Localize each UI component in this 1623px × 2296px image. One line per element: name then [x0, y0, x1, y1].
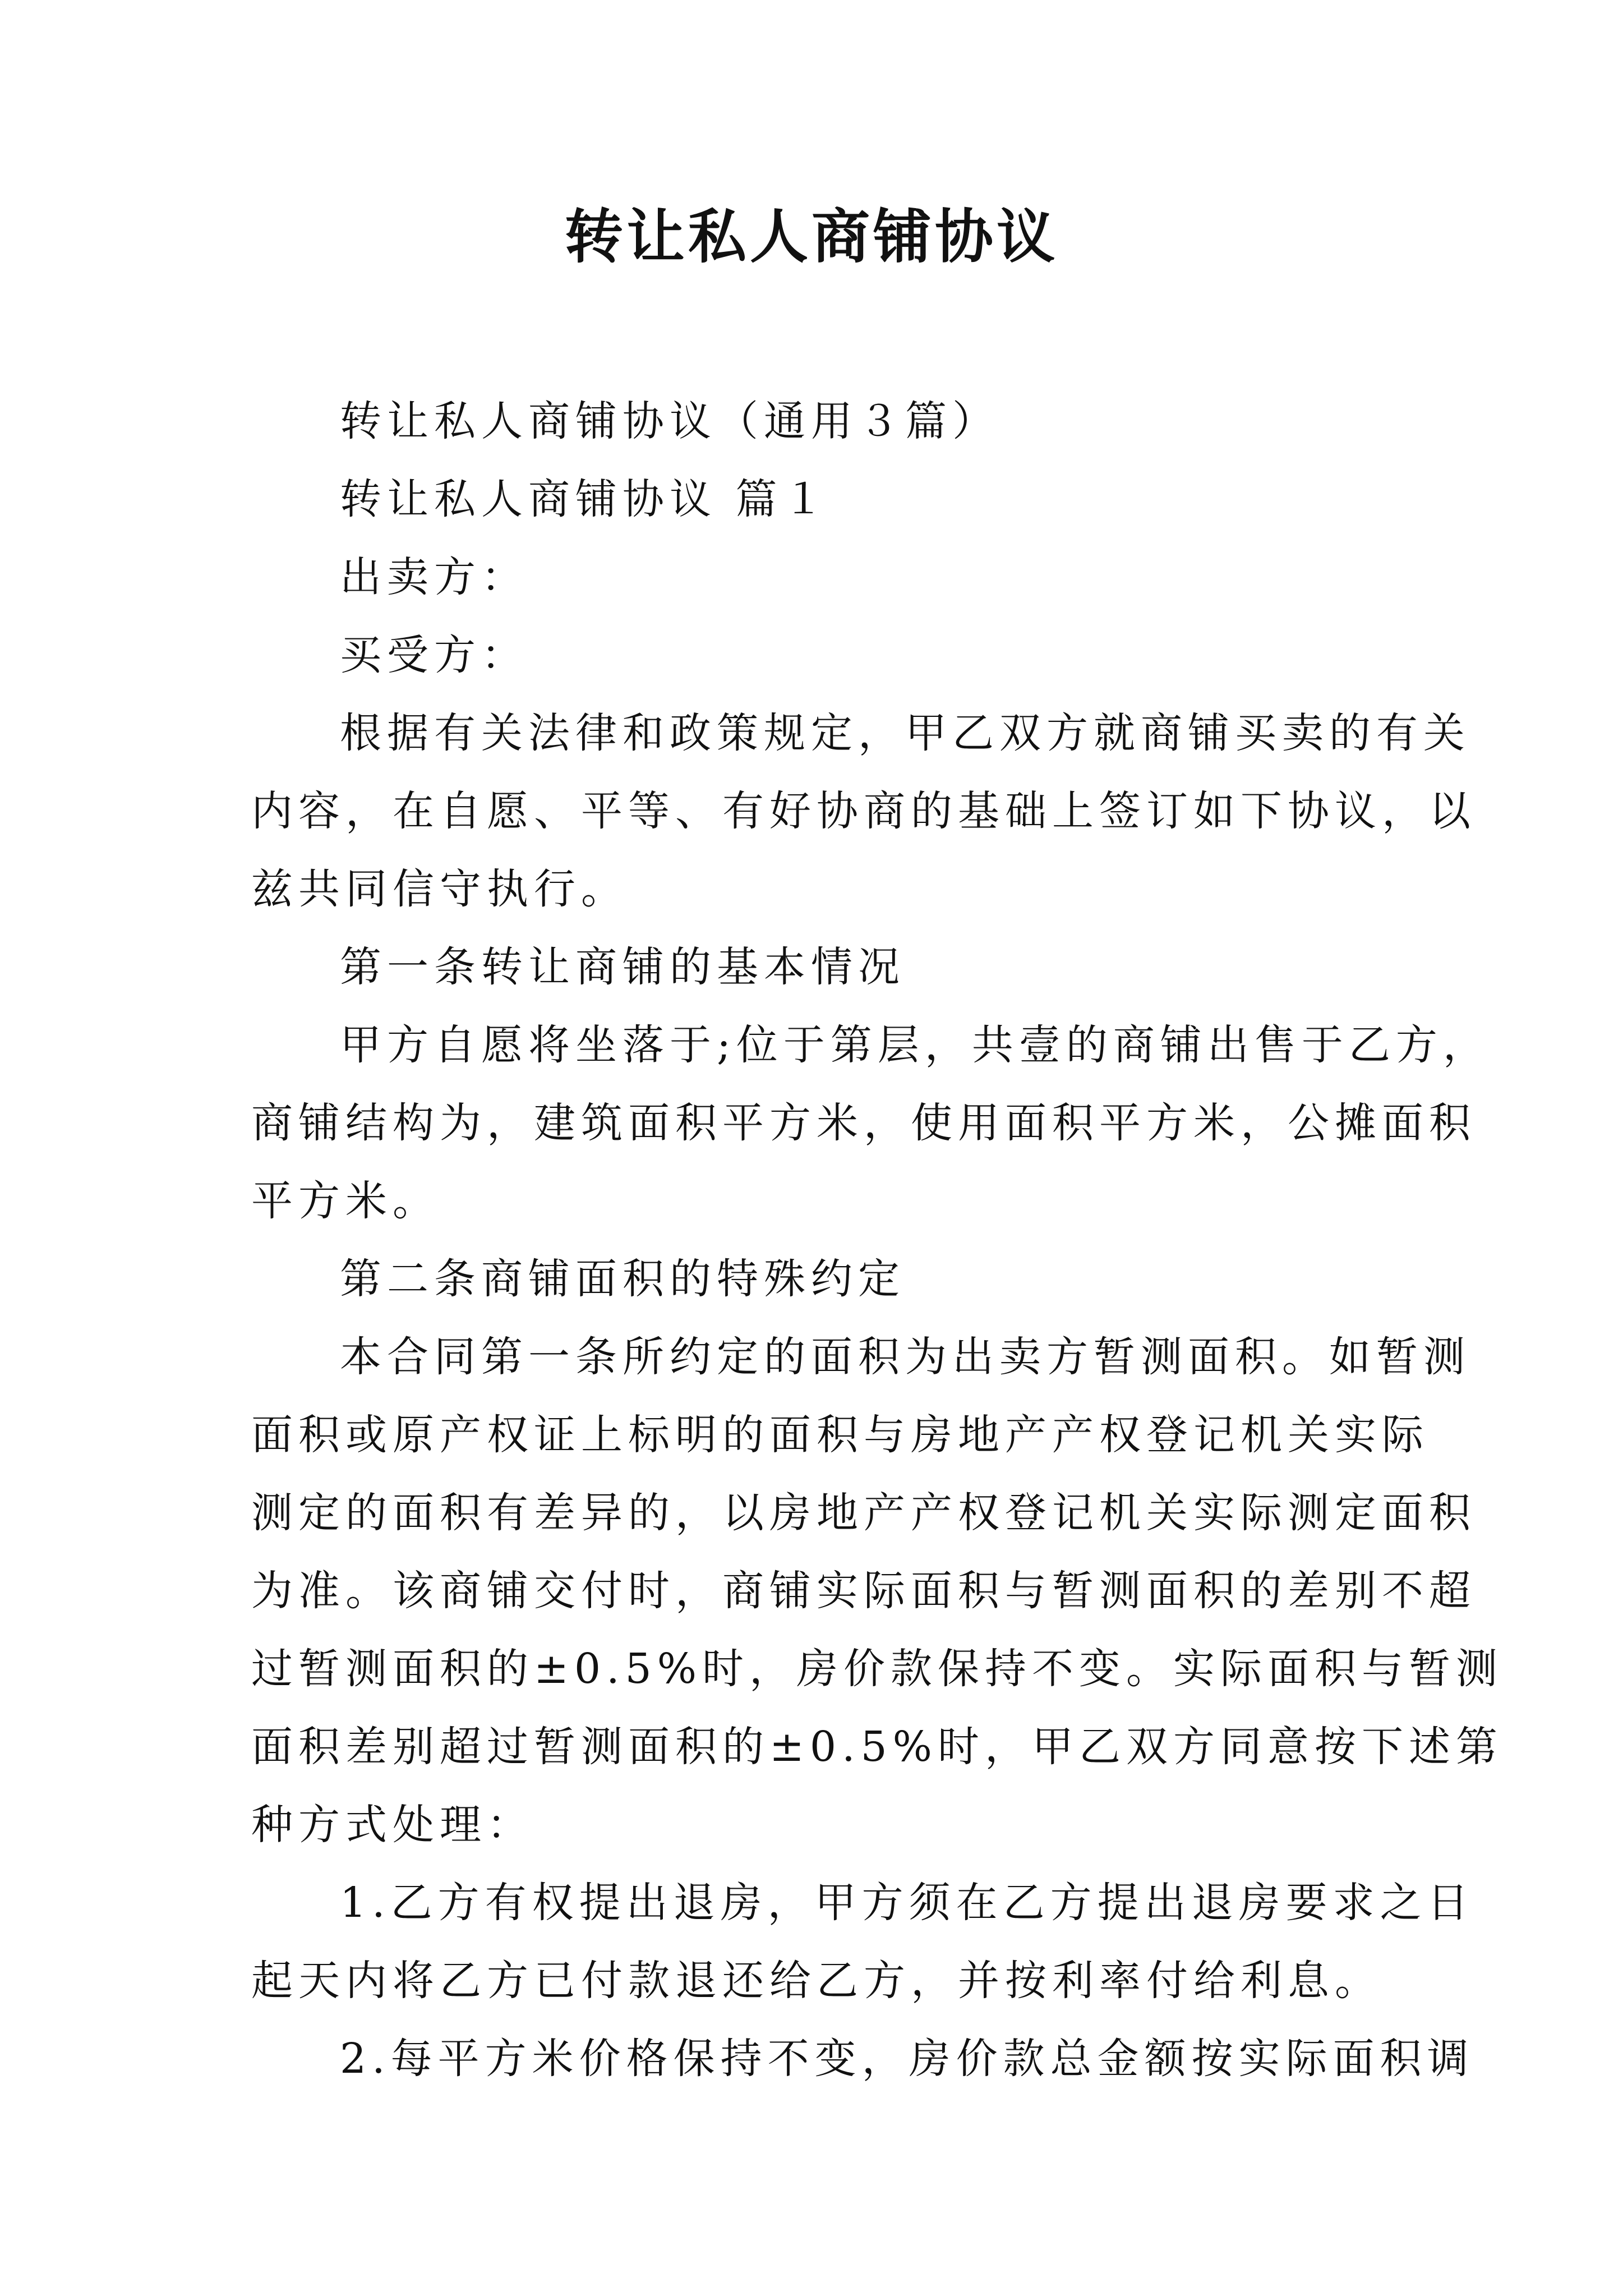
document-title: 转让私人商铺协议 — [564, 202, 1058, 271]
paragraph-article-1-body — [251, 1006, 1490, 1240]
paragraph-clause-1 — [251, 1864, 1474, 2020]
text-line: 转让私人商铺协议（通用３篇） — [340, 397, 999, 445]
text-line: 根据有关法律和政策规定，甲乙双方就商铺买卖的有关 — [340, 709, 1470, 757]
text-line: 过暂测面积的±0.5%时，房价款保持不变。实际面积与暂测 — [251, 1645, 1503, 1693]
text-line: 出卖方： — [340, 553, 528, 601]
text-line: 兹共同信守执行。 — [251, 865, 628, 913]
text-line: 本合同第一条所约定的面积为出卖方暂测面积。如暂测 — [340, 1333, 1470, 1381]
text-line: 为准。该商铺交付时，商铺实际面积与暂测面积的差别不超 — [251, 1567, 1476, 1615]
paragraph-article-1-heading — [251, 928, 1378, 1006]
paragraph-article-2-body — [251, 1318, 1503, 1864]
text-line: 1.乙方有权提出退房，甲方须在乙方提出退房要求之日 — [340, 1879, 1474, 1927]
text-line: 面积差别超过暂测面积的±0.5%时，甲乙双方同意按下述第 — [251, 1723, 1503, 1771]
text-line: 第二条商铺面积的特殊约定 — [340, 1255, 905, 1303]
text-line: 测定的面积有差异的，以房地产产权登记机关实际测定面积 — [251, 1489, 1476, 1537]
paragraph-section-heading — [251, 461, 1378, 539]
text-line: 平方米。 — [251, 1177, 440, 1225]
text-line: 起天内将乙方已付款退还给乙方，并按利率付给利息。 — [251, 1957, 1382, 2005]
text-line: 种方式处理： — [251, 1801, 534, 1849]
text-line: 买受方： — [340, 631, 528, 679]
paragraph-article-2-heading — [251, 1240, 1378, 1318]
paragraph-clause-2 — [251, 2020, 1474, 2098]
text-line: 内容，在自愿、平等、有好协商的基础上签订如下协议，以 — [251, 787, 1476, 835]
paragraph-seller — [251, 539, 1378, 616]
text-line: 商铺结构为，建筑面积平方米，使用面积平方米，公摊面积 — [251, 1099, 1476, 1147]
text-line: 面积或原产权证上标明的面积与房地产产权登记机关实际 — [251, 1411, 1429, 1459]
text-line: 甲方自愿将坐落于;位于第层，共壹的商铺出售于乙方， — [340, 1021, 1490, 1069]
text-line: 2.每平方米价格保持不变，房价款总金额按实际面积调 — [340, 2035, 1474, 2083]
paragraph-buyer — [251, 616, 1378, 694]
paragraph-preamble — [251, 694, 1476, 928]
text-line: 第一条转让商铺的基本情况 — [340, 943, 905, 991]
text-line: 转让私人商铺协议 篇１ — [340, 475, 830, 523]
document-body — [251, 383, 1503, 2098]
paragraph-subtitle — [251, 383, 1378, 461]
